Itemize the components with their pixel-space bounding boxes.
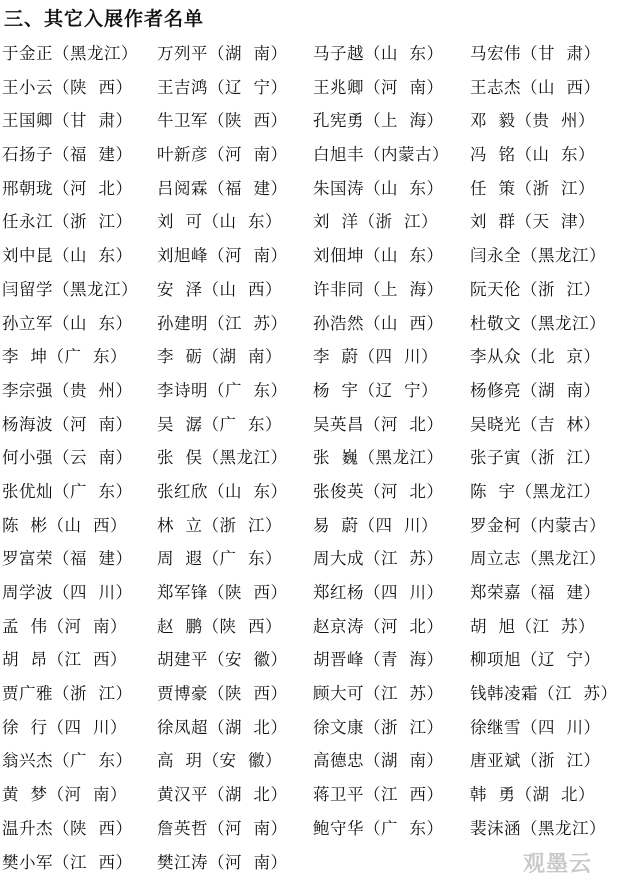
- author-row: [0, 380, 600, 414]
- author-entry: 徐 行（四 川）: [2, 717, 127, 739]
- author-entry: 孙建明（江 苏）: [157, 313, 288, 335]
- author-entry: 叶新彦（河 南）: [157, 144, 288, 166]
- author-entry: 周立志（黑龙江）: [470, 548, 606, 570]
- page-title: 三、其它入展作者名单: [4, 4, 204, 31]
- author-entry: 徐继雪（四 川）: [470, 717, 601, 739]
- author-entry: 朱国涛（山 东）: [313, 178, 444, 200]
- author-entry: 樊小军（江 西）: [2, 852, 133, 874]
- author-entry: 孟 伟（河 南）: [2, 616, 127, 638]
- author-entry: 周学波（四 川）: [2, 582, 133, 604]
- author-list: [0, 43, 600, 885]
- author-entry: 吴晓光（吉 林）: [470, 414, 601, 436]
- author-entry: 吕阅霖（福 建）: [157, 178, 288, 200]
- author-row: [0, 313, 600, 347]
- author-entry: 陈 宇（黑龙江）: [470, 481, 601, 503]
- author-row: [0, 649, 600, 683]
- author-entry: 马子越（山 东）: [313, 43, 444, 65]
- author-row: [0, 481, 600, 515]
- author-entry: 韩 勇（湖 北）: [470, 784, 595, 806]
- author-entry: 任永江（浙 江）: [2, 211, 133, 233]
- author-entry: 罗金柯（内蒙古）: [470, 515, 606, 537]
- author-row: [0, 279, 600, 313]
- author-entry: 郑荣嘉（福 建）: [470, 582, 601, 604]
- author-row: [0, 616, 600, 650]
- author-row: [0, 245, 600, 279]
- author-entry: 刘 可（山 东）: [157, 211, 282, 233]
- author-entry: 万列平（湖 南）: [157, 43, 288, 65]
- watermark: 观墨云: [523, 847, 592, 878]
- author-entry: 胡晋峰（青 海）: [313, 649, 444, 671]
- author-entry: 杨 宇（辽 宁）: [313, 380, 438, 402]
- author-row: [0, 548, 600, 582]
- author-entry: 张子寅（浙 江）: [470, 447, 601, 469]
- author-entry: 胡建平（安 徽）: [157, 649, 288, 671]
- author-row: [0, 852, 600, 885]
- author-entry: 易 蔚（四 川）: [313, 515, 438, 537]
- author-row: [0, 447, 600, 481]
- author-entry: 温升杰（陕 西）: [2, 818, 133, 840]
- author-row: [0, 784, 600, 818]
- author-entry: 刘 群（天 津）: [470, 211, 595, 233]
- author-entry: 邢朝珑（河 北）: [2, 178, 133, 200]
- author-entry: 周大成（江 苏）: [313, 548, 444, 570]
- author-entry: 郑军锋（陕 西）: [157, 582, 288, 604]
- author-row: [0, 144, 600, 178]
- author-entry: 孔宪勇（上 海）: [313, 110, 444, 132]
- author-entry: 徐文康（浙 江）: [313, 717, 444, 739]
- author-entry: 赵京涛（河 北）: [313, 616, 444, 638]
- author-row: [0, 346, 600, 380]
- author-entry: 张 俣（黑龙江）: [157, 447, 288, 469]
- author-entry: 樊江涛（河 南）: [157, 852, 288, 874]
- author-entry: 杨修亮（湖 南）: [470, 380, 601, 402]
- author-entry: 牛卫军（陕 西）: [157, 110, 288, 132]
- author-entry: 张 巍（黑龙江）: [313, 447, 444, 469]
- author-entry: 罗富荣（福 建）: [2, 548, 133, 570]
- author-row: [0, 43, 600, 77]
- author-entry: 邓 毅（贵 州）: [470, 110, 595, 132]
- author-row: [0, 750, 600, 784]
- author-entry: 王国卿（甘 肃）: [2, 110, 133, 132]
- author-entry: 胡 昂（江 西）: [2, 649, 127, 671]
- author-row: [0, 211, 600, 245]
- author-row: [0, 515, 600, 549]
- author-entry: 黄 梦（河 南）: [2, 784, 127, 806]
- author-entry: 王吉鸿（辽 宁）: [157, 77, 288, 99]
- author-entry: 詹英哲（河 南）: [157, 818, 288, 840]
- author-row: [0, 77, 600, 111]
- author-entry: 许非同（上 海）: [313, 279, 444, 301]
- author-entry: 吴 潺（广 东）: [157, 414, 282, 436]
- author-row: [0, 582, 600, 616]
- author-entry: 林 立（浙 江）: [157, 515, 282, 537]
- author-entry: 于金正（黑龙江）: [2, 43, 138, 65]
- author-entry: 顾大可（江 苏）: [313, 683, 444, 705]
- author-entry: 杜敬文（黑龙江）: [470, 313, 606, 335]
- author-row: [0, 414, 600, 448]
- author-entry: 胡 旭（江 苏）: [470, 616, 595, 638]
- author-entry: 柳项旭（辽 宁）: [470, 649, 601, 671]
- author-entry: 贾博豪（陕 西）: [157, 683, 288, 705]
- author-entry: 刘旭峰（河 南）: [157, 245, 288, 267]
- author-row: [0, 110, 600, 144]
- author-entry: 刘中昆（山 东）: [2, 245, 133, 267]
- author-entry: 黄汉平（湖 北）: [157, 784, 288, 806]
- author-entry: 李诗明（广 东）: [157, 380, 288, 402]
- author-entry: 李宗强（贵 州）: [2, 380, 133, 402]
- author-entry: 李 蔚（四 川）: [313, 346, 438, 368]
- author-row: [0, 818, 600, 852]
- author-entry: 刘 洋（浙 江）: [313, 211, 438, 233]
- author-entry: 高德忠（湖 南）: [313, 750, 444, 772]
- author-entry: 王兆卿（河 南）: [313, 77, 444, 99]
- author-entry: 赵 鹏（陕 西）: [157, 616, 282, 638]
- author-entry: 孙立军（山 东）: [2, 313, 133, 335]
- author-row: [0, 683, 600, 717]
- author-entry: 石扬子（福 建）: [2, 144, 133, 166]
- author-entry: 翁兴杰（广 东）: [2, 750, 133, 772]
- author-entry: 高 玥（安 徽）: [157, 750, 282, 772]
- author-entry: 张优灿（广 东）: [2, 481, 133, 503]
- author-entry: 张红欣（山 东）: [157, 481, 288, 503]
- author-entry: 裴沫涵（黑龙江）: [470, 818, 606, 840]
- author-entry: 李从众（北 京）: [470, 346, 601, 368]
- author-entry: 蒋卫平（江 西）: [313, 784, 444, 806]
- author-entry: 李 坤（广 东）: [2, 346, 127, 368]
- author-entry: 冯 铭（山 东）: [470, 144, 595, 166]
- author-row: [0, 178, 600, 212]
- author-entry: 王小云（陕 西）: [2, 77, 133, 99]
- author-entry: 闫永全（黑龙江）: [470, 245, 606, 267]
- author-entry: 何小强（云 南）: [2, 447, 133, 469]
- author-entry: 周 遐（广 东）: [157, 548, 282, 570]
- author-entry: 闫留学（黑龙江）: [2, 279, 138, 301]
- author-entry: 孙浩然（山 西）: [313, 313, 444, 335]
- author-entry: 刘佃坤（山 东）: [313, 245, 444, 267]
- author-entry: 贾广雅（浙 江）: [2, 683, 133, 705]
- author-entry: 张俊英（河 北）: [313, 481, 444, 503]
- author-entry: 阮天伦（浙 江）: [470, 279, 601, 301]
- author-entry: 陈 彬（山 西）: [2, 515, 127, 537]
- author-entry: 李 砺（湖 南）: [157, 346, 282, 368]
- author-entry: 杨海波（河 南）: [2, 414, 133, 436]
- author-entry: 鲍守华（广 东）: [313, 818, 444, 840]
- author-entry: 郑红杨（四 川）: [313, 582, 444, 604]
- author-entry: 王志杰（山 西）: [470, 77, 601, 99]
- author-entry: 安 泽（山 西）: [157, 279, 282, 301]
- author-entry: 钱韩凌霜（江 苏）: [470, 683, 618, 705]
- author-entry: 吴英昌（河 北）: [313, 414, 444, 436]
- author-entry: 徐凤超（湖 北）: [157, 717, 288, 739]
- author-entry: 任 策（浙 江）: [470, 178, 595, 200]
- author-entry: 马宏伟（甘 肃）: [470, 43, 601, 65]
- author-entry: 唐亚斌（浙 江）: [470, 750, 601, 772]
- author-entry: 白旭丰（内蒙古）: [313, 144, 449, 166]
- author-row: [0, 717, 600, 751]
